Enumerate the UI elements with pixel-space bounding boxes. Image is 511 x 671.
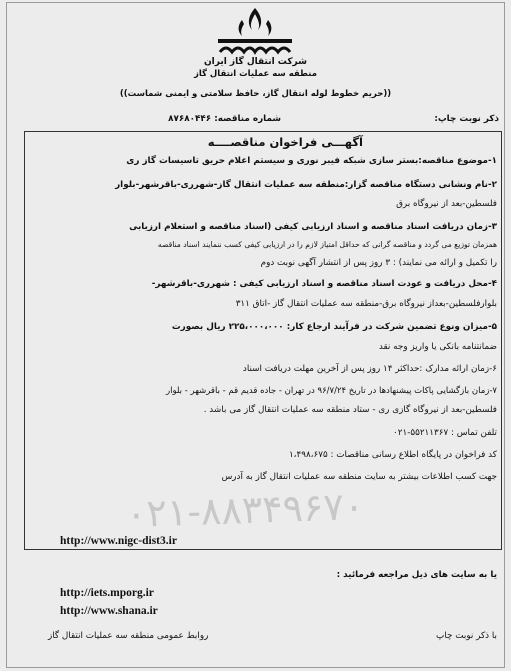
shana-link[interactable]: http://www.shana.ir — [60, 605, 158, 617]
item-3-line-3: را تکمیل و ارائه می نمایند) : ۳ روز پس از انتشار آگهی نوبت دوم — [260, 258, 497, 268]
safety-slogan: ((حریم خطوط لوله انتقال گاز، حافظ سلامتی و ایمنی شماست)) — [119, 89, 392, 99]
item-2-line-1: ۲-نام ونشانی دستگاه مناقصه گزار:منطقه سه عملیات انتقال گاز-شهرری-باقرشهر-بلوار — [115, 180, 497, 190]
item-5-line-1: ۵-میزان ونوع تضمین شرکت در فرآیند ارجاع کار: ۲۲۵،۰۰۰،۰۰۰ ریال بصورت — [171, 322, 497, 332]
item-6: ۶-زمان ارائه مدارک :حداکثر ۱۴ روز پس از آخرین مهلت دریافت اسناد — [242, 364, 497, 374]
item-7-line-1: ۷-زمان بازگشایی پاکات پیشنهادها در تاریخ ۹۶/۷/۲۴ در تهران - جاده قدیم قم - باقرشهر - بلوار — [166, 386, 497, 396]
nigc-flame-logo — [212, 6, 298, 56]
item-2-line-2: فلسطین-بعد از نیروگاه برق — [396, 199, 497, 209]
item-7-line-2: فلسطین-بعد از نیروگاه گازی ری - ستاد منطقه سه عملیات انتقال گاز می باشد . — [203, 405, 497, 415]
print-label: ذکر نوبت چاپ: — [434, 114, 499, 124]
item-5-line-2: ضمانتنامه بانکی یا واریز وجه نقد — [378, 342, 497, 352]
footer-print-note: با ذکر نوبت چاپ — [436, 631, 497, 641]
item-4-line-1: ۴-محل دریافت و عودت اسناد مناقصه و اسناد ارزیابی کیفی : شهرری-باقرشهر- — [151, 279, 497, 289]
company-name: شرکت انتقال گاز ایران — [203, 57, 308, 67]
region-name: منطقه سه عملیات انتقال گاز — [193, 69, 318, 79]
item-1: ۱-موضوع مناقصه:بستر سازی شبکه فیبر نوری و سیستم اعلام حریق تاسیسات گاز ری — [126, 156, 497, 166]
footer-public-relations: روابط عمومی منطقه سه عملیات انتقال گاز — [48, 631, 209, 641]
refer-sites-label: یا به سایت های ذیل مراجعه فرمائید : — [336, 570, 497, 580]
tender-number: شماره مناقصه: ۸۷۶۸۰۴۴۶ — [168, 114, 281, 124]
item-4-line-2: بلوارفلسطین-بعداز نیروگاه برق-منطقه سه عملیات انتقال گاز -اتاق ۳۱۱ — [235, 299, 497, 309]
more-info: جهت کسب اطلاعات بیشتر به سایت منطقه سه عملیات انتقال گاز به آدرس — [221, 472, 497, 482]
contact-phone: تلفن تماس : ۵۵۲۱۱۳۶۷-۰۲۱ — [393, 428, 497, 438]
item-3-line-1: ۳-زمان دریافت اسناد مناقصه و اسناد ارزیابی کیفی (اسناد مناقصه و استعلام ارزیابی — [129, 222, 497, 232]
item-3-line-2: همزمان توزیع می گردد و مناقصه گرانی که حداقل امتیاز لازم را در ارزیابی کیفی کسب ننمایند اسناد مناقصه — [157, 240, 497, 249]
ad-title: آگهـــی فراخوان مناقصــــه — [207, 135, 363, 149]
main-website-link[interactable]: http://www.nigc-dist3.ir — [60, 535, 177, 547]
phone-watermark: ۰۲۱-۸۸۳۴۹۶۷۰ — [125, 483, 365, 537]
iets-link[interactable]: http://iets.mporg.ir — [60, 587, 154, 599]
tender-code: کد فراخوان در پایگاه اطلاع رسانی مناقصات : ۱،۴۹۸،۶۷۵ — [288, 450, 497, 460]
